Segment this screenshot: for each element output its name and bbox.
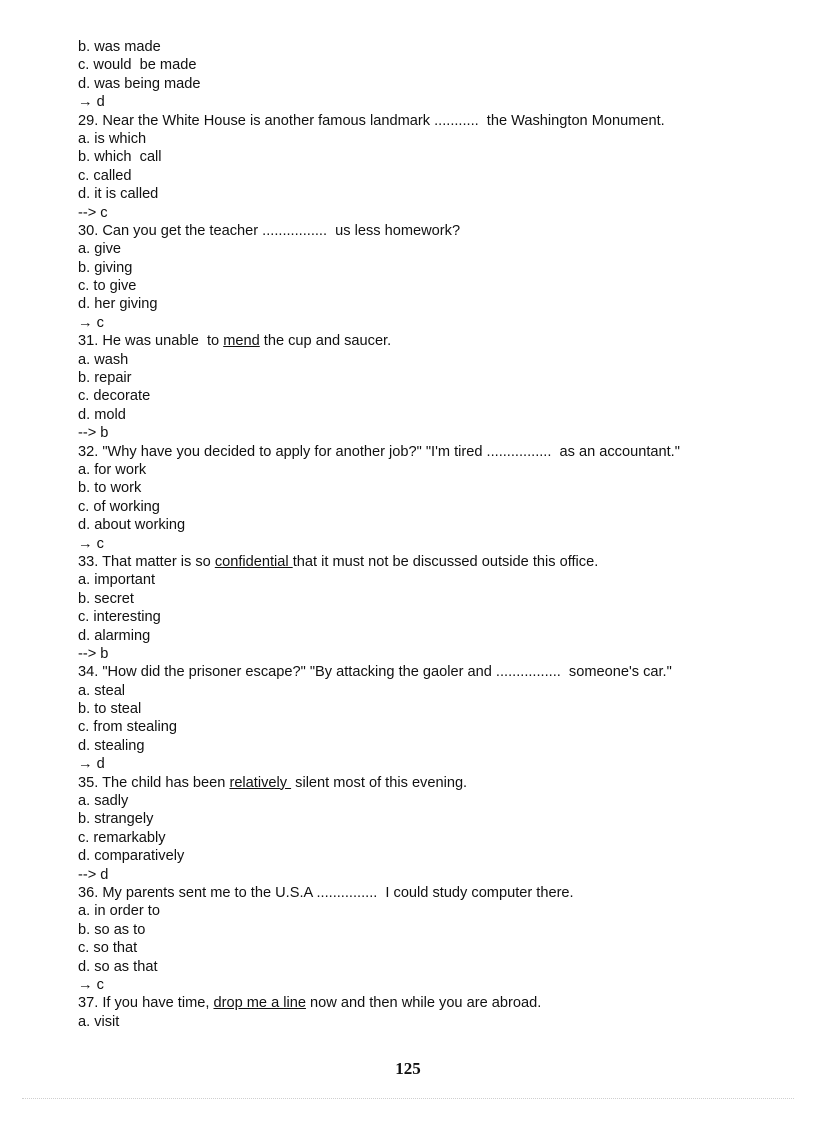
text-segment: c. of working [78, 498, 160, 515]
text-segment: --> c [78, 204, 108, 221]
text-line [78, 958, 778, 976]
text-line [78, 884, 778, 902]
text-segment: d. was being made [78, 75, 201, 92]
text-segment: --> b [78, 645, 109, 662]
text-segment: b. secret [78, 590, 134, 607]
text-line [78, 866, 778, 884]
text-line [78, 608, 778, 626]
text-segment: d. it is called [78, 186, 159, 203]
text-line [78, 314, 778, 332]
text-segment: → c [78, 535, 104, 552]
text-segment: --> d [78, 866, 109, 883]
text-segment: 30. Can you get the teacher ................ us less homework? [78, 222, 461, 239]
text-line [78, 571, 778, 589]
underlined-text: relatively [229, 774, 292, 791]
text-segment: b. so as to [78, 921, 146, 938]
text-line [78, 498, 778, 516]
text-segment: the cup and saucer. [259, 333, 392, 350]
text-line [78, 406, 778, 424]
text-segment: 33. That matter is so [78, 553, 215, 570]
text-line [78, 38, 778, 56]
text-segment: → d [78, 94, 105, 111]
text-line [78, 921, 778, 939]
footer-divider [22, 1098, 794, 1099]
text-segment: d. so as that [78, 958, 158, 975]
text-line [78, 351, 778, 369]
text-segment: c. interesting [78, 609, 161, 626]
text-segment: 35. The child has been [78, 774, 230, 791]
text-segment: b. repair [78, 370, 132, 387]
text-line [78, 387, 778, 405]
text-line [78, 663, 778, 681]
text-line [78, 240, 778, 258]
text-line [78, 847, 778, 865]
text-segment: d. mold [78, 406, 126, 423]
text-segment: c. would be made [78, 57, 197, 74]
text-segment: → c [78, 976, 104, 993]
text-line [78, 718, 778, 736]
text-segment: b. was made [78, 39, 161, 55]
text-line [78, 627, 778, 645]
text-segment: d. stealing [78, 737, 145, 754]
text-line [78, 259, 778, 277]
underlined-text: mend [223, 333, 260, 350]
text-segment: d. alarming [78, 627, 151, 644]
text-segment: b. strangely [78, 811, 154, 828]
text-line [78, 737, 778, 755]
text-line [78, 774, 778, 792]
text-segment: a. give [78, 241, 121, 258]
text-line [78, 332, 778, 350]
text-segment: a. important [78, 572, 156, 589]
text-line [78, 204, 778, 222]
text-segment: c. called [78, 167, 132, 184]
underlined-text: confidential [214, 553, 293, 570]
text-segment: a. for work [78, 461, 147, 478]
text-line [78, 682, 778, 700]
text-segment: c. decorate [78, 388, 151, 405]
text-line [78, 516, 778, 534]
text-segment: b. giving [78, 259, 133, 276]
text-segment: c. to give [78, 278, 137, 295]
text-line [78, 792, 778, 810]
text-line [78, 810, 778, 828]
text-segment: b. which call [78, 149, 162, 166]
text-line [78, 75, 778, 93]
text-segment: c. from stealing [78, 719, 177, 736]
text-line [78, 645, 778, 663]
text-line [78, 112, 778, 130]
text-line [78, 994, 778, 1012]
text-segment: 34. "How did the prisoner escape?" "By attacking the gaoler and ................ someone's car." [78, 664, 672, 681]
text-segment: b. to work [78, 480, 142, 497]
text-line [78, 829, 778, 847]
text-line [78, 93, 778, 111]
text-line [78, 535, 778, 553]
text-segment: → d [78, 756, 105, 773]
text-line [78, 461, 778, 479]
text-segment: a. sadly [78, 793, 129, 810]
text-segment: a. visit [78, 1013, 120, 1030]
text-segment: d. her giving [78, 296, 158, 313]
text-line [78, 277, 778, 295]
text-line [78, 167, 778, 185]
text-line [78, 185, 778, 203]
text-segment: a. is which [78, 130, 147, 147]
text-segment: 31. He was unable to [78, 333, 224, 350]
text-line [78, 700, 778, 718]
text-line [78, 939, 778, 957]
text-segment: 29. Near the White House is another famous landmark ........... the Washington Monument. [78, 112, 665, 129]
text-segment: c. so that [78, 940, 138, 957]
text-line [78, 590, 778, 608]
text-segment: now and then while you are abroad. [305, 995, 542, 1012]
text-line [78, 976, 778, 994]
text-line [78, 295, 778, 313]
text-line [78, 479, 778, 497]
text-line [78, 369, 778, 387]
text-line [78, 56, 778, 74]
text-line [78, 755, 778, 773]
text-line [78, 553, 778, 571]
document-body [78, 38, 778, 1031]
text-segment: 37. If you have time, [78, 995, 214, 1012]
text-segment: that it must not be discussed outside this office. [292, 553, 599, 570]
text-line [78, 222, 778, 240]
text-line [78, 148, 778, 166]
text-segment: b. to steal [78, 701, 142, 718]
text-segment: a. wash [78, 351, 129, 368]
text-segment: c. remarkably [78, 829, 166, 846]
underlined-text: drop me a line [213, 995, 306, 1012]
text-line [78, 424, 778, 442]
text-line [78, 1013, 778, 1031]
text-segment: d. comparatively [78, 848, 185, 865]
page-number: 125 [395, 1059, 421, 1078]
text-segment: a. in order to [78, 903, 160, 920]
text-segment: 36. My parents sent me to the U.S.A ............... I could study computer there. [78, 884, 574, 901]
text-segment: silent most of this evening. [291, 774, 468, 791]
text-segment: a. steal [78, 682, 126, 699]
text-segment: 32. "Why have you decided to apply for another job?" "I'm tired ................ as an accountant." [78, 443, 680, 460]
text-line [78, 443, 778, 461]
text-segment: --> b [78, 425, 109, 442]
text-segment: → c [78, 314, 104, 331]
text-segment: d. about working [78, 517, 186, 534]
text-line [78, 902, 778, 920]
text-line [78, 130, 778, 148]
